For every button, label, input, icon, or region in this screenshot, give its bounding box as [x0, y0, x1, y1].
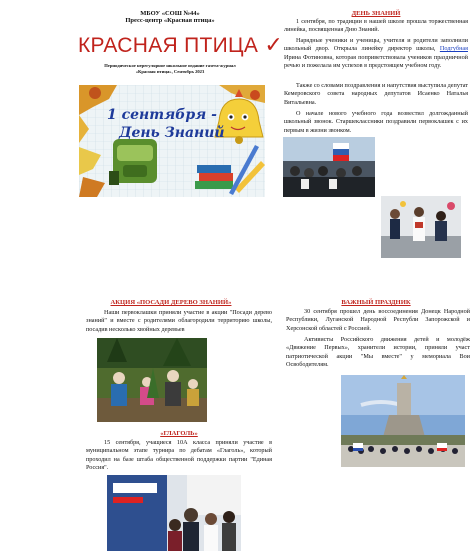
director-name-link[interactable]: Подгубная	[439, 45, 468, 53]
paper-title-text: КРАСНАЯ ПТИЦА	[78, 34, 259, 57]
posadi-derevo-heading: АКЦИЯ «ПОСАДИ ДЕРЕВО ЗНАНИЙ»	[110, 299, 232, 306]
day-of-knowledge-banner	[79, 85, 265, 197]
paper-subtitle: Периодическое нерегулярное школьное издание газета-журнал	[104, 63, 236, 68]
paper-title	[78, 32, 283, 58]
den-znaniy-paragraph-2	[284, 37, 468, 71]
den-znaniy-paragraph-1: 1 сентября, по традиции в нашей школе прошла торжественная линейка, посвященная Дню Знаний.	[284, 18, 468, 34]
banner-artwork	[79, 85, 265, 197]
vazhny-prazdnik-paragraph-2: Активисты Российского движения детей и молодёж «Движение Первых», хранители истории, приняли участ патриотической акции "Мы вместе" у мемориала Вои Освободителям.	[286, 336, 470, 369]
posadi-derevo-text: Наши первоклашки приняли участие в акции "Посади дерево знаний" и вместе с родителями облагородили территорию школы, посадив несколько хвойных деревьев	[86, 309, 272, 333]
check-icon: ✓	[264, 32, 284, 57]
debates-photo	[107, 475, 241, 551]
den-znaniy-paragraph-2-end: Ирина Фотиновна, которая поприветствовала учеников праздничной речью и пожелала им успехов в предстоящем учебном году.	[284, 53, 468, 70]
school-name: МБОУ «СОШ №44»	[140, 10, 200, 17]
paper-issue: «Красная птица», Сентябрь 2023	[135, 69, 205, 74]
memorial-photo	[341, 375, 465, 467]
banner-line-1: 1 сентября -	[107, 107, 217, 123]
first-graders-photo	[381, 196, 461, 258]
den-znaniy-heading: ДЕНЬ ЗНАНИЙ	[351, 10, 401, 17]
press-center: Пресс-центр «Красная птица»	[125, 17, 215, 24]
glagol-heading: «ГЛАГОЛЬ»	[160, 430, 198, 437]
vazhny-prazdnik-paragraph-1: 30 сентября прошел день воссоединения Донецк Народной Республики, Луганской Народной Республи Запорожской и Херсонской областей с Россией.	[286, 308, 470, 332]
tree-planting-photo	[97, 338, 207, 422]
den-znaniy-paragraph-2-start: Нарядные ученики и ученицы, учителя и родители заполнили школьный двор. Открыла линейку директор школы,	[284, 37, 468, 53]
vazhny-prazdnik-heading: ВАЖНЫЙ ПРАЗДНИК	[341, 299, 411, 306]
den-znaniy-paragraph-4: О начале нового учебного года возвестил долгожданный школьный звонок. Старшеклассники поздравили первоклашек с их первым в жизни звонком.	[284, 110, 468, 134]
ceremony-lineup-photo	[283, 137, 375, 197]
glagol-text: 15 сентября, учащиеся 10А класса приняли участие в муниципальном этапе турнира по дебатам «Глаголь», который проходил на базе штаба общественной поддержки партии "Единая Россия".	[86, 439, 272, 472]
den-znaniy-paragraph-3: Также со словами поздравления и напутствия выступила депутат Кемеровского совета народных депутатов Исаенко Наталья Витальевна.	[284, 82, 468, 106]
banner-line-2: День Знаний	[119, 125, 225, 141]
